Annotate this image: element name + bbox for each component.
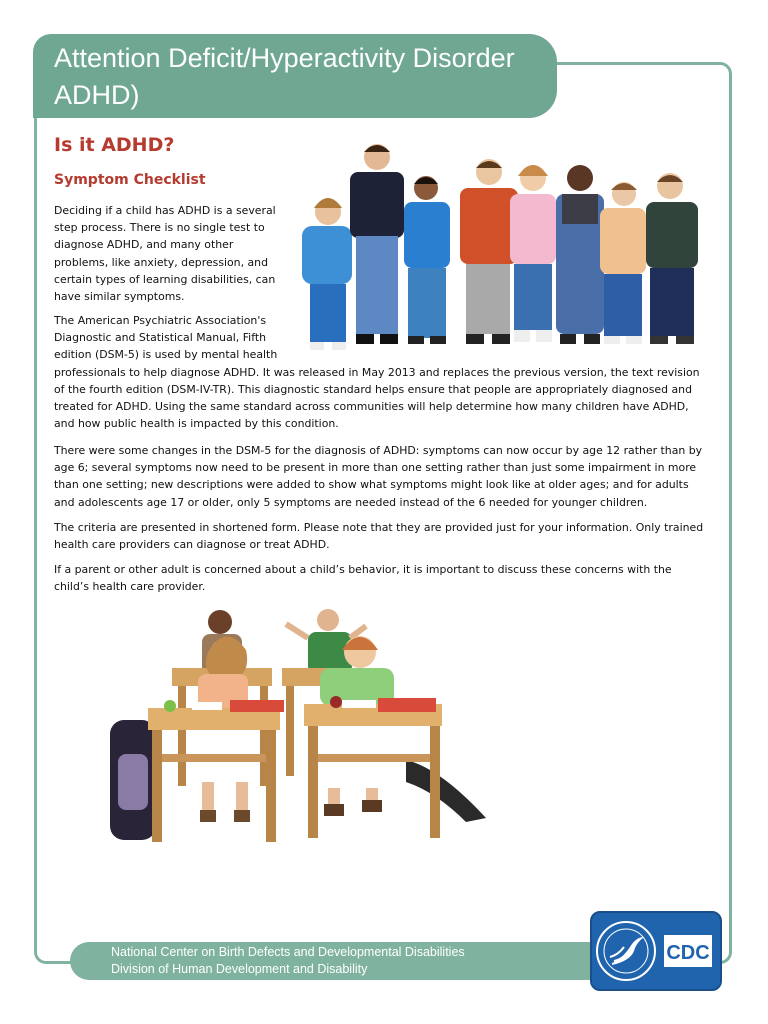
child-1 bbox=[302, 198, 352, 350]
child-6 bbox=[556, 165, 604, 344]
parent-advice-paragraph: If a parent or other adult is concerned about a child’s behavior, it is important to discuss these concerns with the child’s health care provider. bbox=[54, 563, 672, 594]
child-7 bbox=[600, 182, 646, 344]
dsm-paragraph-rest: professionals to help diagnose ADHD. It was released in May 2013 and replaces the previous version, the text revision of the fourth edition (DSM-IV-TR). This diagnostic standard helps ensure that people are appropriately diagnosed and treated for ADHD. Using the same standard across communities will help determine how many children have ADHD, and how public health is impacted by this condition. bbox=[54, 365, 700, 431]
backpack-right bbox=[406, 760, 486, 822]
criteria-note-paragraph: The criteria are presented in shortened form. Please note that they are provided just for your information. Only trained health care providers can diagnose or treat ADHD. bbox=[54, 521, 704, 552]
section-subheading: Symptom Checklist bbox=[54, 172, 206, 188]
changes-paragraph: There were some changes in the DSM-5 for the diagnosis of ADHD: symptoms can now occur by age 12 rather than by age 6; several symptoms now need to be present in more than one setting rather than just some impairment in more than one setting; new descriptions were added to show what symptoms might look like at older ages; and for adults and adolescents age 17 or older, only 5 symptoms are needed instead of the 6 needed for younger children. bbox=[54, 444, 703, 509]
child-3 bbox=[404, 176, 450, 344]
child-5 bbox=[510, 165, 556, 342]
dsm-paragraph-start: The American Psychiatric Association's Diagnostic and Statistical Manual, Fifth edition (DSM-5) is used by mental health bbox=[54, 314, 278, 362]
section-heading: Is it ADHD? bbox=[54, 134, 175, 156]
backpack-left bbox=[110, 720, 156, 840]
footer-center-name: National Center on Birth Defects and Developmental Disabilities bbox=[111, 945, 465, 959]
children-group-photo bbox=[298, 140, 706, 356]
cdc-logo bbox=[590, 911, 722, 991]
hhs-cdc-logo-mark bbox=[592, 913, 720, 989]
page-title: Attention Deficit/Hyperactivity Disorder ADHD) bbox=[54, 43, 515, 110]
child-8 bbox=[646, 173, 698, 344]
child-2 bbox=[350, 144, 404, 344]
classroom-photo bbox=[80, 604, 500, 854]
footer-division-name: Division of Human Development and Disability bbox=[111, 962, 368, 976]
child-4 bbox=[460, 159, 518, 344]
intro-paragraph: Deciding if a child has ADHD is a several step process. There is no single test to diagnose ADHD, and many other problems, like anxiety, depression, and certain types of learning disabilities, can have similar symptoms. bbox=[54, 204, 276, 304]
svg-text:CDC: CDC bbox=[666, 942, 710, 964]
